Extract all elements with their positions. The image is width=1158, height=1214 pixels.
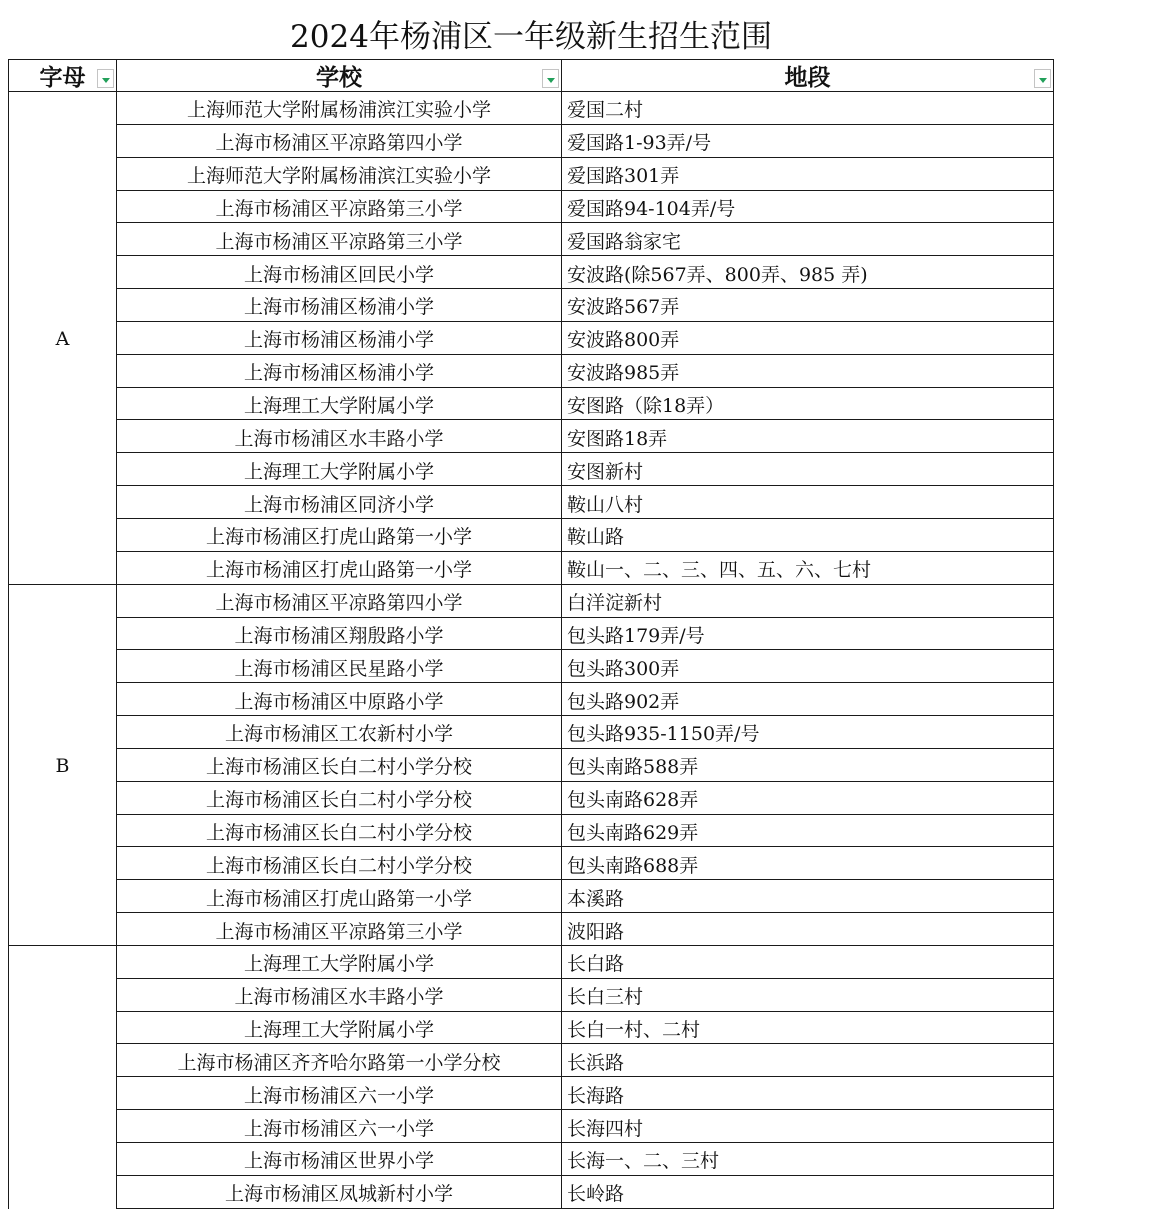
area-cell[interactable]: 安波路(除567弄、800弄、985 弄) [562, 256, 1054, 289]
area-cell[interactable]: 本溪路 [562, 880, 1054, 913]
school-cell[interactable]: 上海市杨浦区中原路小学 [117, 683, 562, 716]
letter-group-cell[interactable]: B [9, 585, 117, 946]
school-cell[interactable]: 上海市杨浦区杨浦小学 [117, 355, 562, 388]
area-cell[interactable]: 爱国路94-104弄/号 [562, 191, 1054, 224]
area-cell[interactable]: 爱国路301弄 [562, 158, 1054, 191]
area-cell[interactable]: 包头路902弄 [562, 683, 1054, 716]
area-cell[interactable]: 长白三村 [562, 979, 1054, 1012]
page-title: 2024年杨浦区一年级新生招生范围 [290, 19, 772, 55]
school-cell[interactable]: 上海市杨浦区平凉路第四小学 [117, 125, 562, 158]
area-cell[interactable]: 爱国二村 [562, 92, 1054, 125]
school-cell[interactable]: 上海市杨浦区长白二村小学分校 [117, 782, 562, 815]
school-cell[interactable]: 上海理工大学附属小学 [117, 1012, 562, 1045]
column-header-letter[interactable] [9, 60, 117, 92]
area-cell[interactable]: 包头路935-1150弄/号 [562, 716, 1054, 749]
area-cell[interactable]: 安波路985弄 [562, 355, 1054, 388]
area-cell[interactable]: 包头南路628弄 [562, 782, 1054, 815]
school-cell[interactable]: 上海市杨浦区齐齐哈尔路第一小学分校 [117, 1044, 562, 1077]
area-cell[interactable]: 包头南路588弄 [562, 749, 1054, 782]
area-cell[interactable]: 包头路300弄 [562, 650, 1054, 683]
column-header-label: 字母 [39, 64, 86, 91]
school-cell[interactable]: 上海理工大学附属小学 [117, 946, 562, 979]
area-cell[interactable]: 长岭路 [562, 1176, 1054, 1209]
school-cell[interactable]: 上海市杨浦区打虎山路第一小学 [117, 519, 562, 552]
school-cell[interactable]: 上海市杨浦区民星路小学 [117, 650, 562, 683]
school-cell[interactable]: 上海市杨浦区回民小学 [117, 256, 562, 289]
filter-dropdown-icon [1039, 78, 1047, 83]
column-header-school[interactable] [117, 60, 562, 92]
school-cell[interactable]: 上海市杨浦区平凉路第三小学 [117, 913, 562, 946]
area-cell[interactable]: 长白路 [562, 946, 1054, 979]
area-cell[interactable]: 包头路179弄/号 [562, 618, 1054, 651]
school-cell[interactable]: 上海市杨浦区水丰路小学 [117, 979, 562, 1012]
school-cell[interactable]: 上海理工大学附属小学 [117, 453, 562, 486]
school-cell[interactable]: 上海市杨浦区杨浦小学 [117, 322, 562, 355]
column-header-label: 地段 [784, 64, 831, 91]
school-cell[interactable]: 上海市杨浦区工农新村小学 [117, 716, 562, 749]
area-cell[interactable]: 包头南路688弄 [562, 847, 1054, 880]
area-cell[interactable]: 鞍山八村 [562, 486, 1054, 519]
area-cell[interactable]: 爱国路1-93弄/号 [562, 125, 1054, 158]
area-cell[interactable]: 安图新村 [562, 453, 1054, 486]
school-cell[interactable]: 上海市杨浦区水丰路小学 [117, 420, 562, 453]
column-header-label: 学校 [316, 64, 362, 91]
area-cell[interactable]: 白洋淀新村 [562, 585, 1054, 618]
area-cell[interactable]: 波阳路 [562, 913, 1054, 946]
school-cell[interactable]: 上海师范大学附属杨浦滨江实验小学 [117, 158, 562, 191]
area-cell[interactable]: 安波路800弄 [562, 322, 1054, 355]
school-cell[interactable]: 上海市杨浦区打虎山路第一小学 [117, 880, 562, 913]
school-cell[interactable]: 上海市杨浦区杨浦小学 [117, 289, 562, 322]
school-cell[interactable]: 上海市杨浦区六一小学 [117, 1110, 562, 1143]
filter-button-letter[interactable] [97, 69, 114, 88]
area-cell[interactable]: 长海路 [562, 1077, 1054, 1110]
filter-dropdown-icon [547, 78, 555, 83]
enrollment-table [8, 59, 1054, 1209]
area-cell[interactable]: 长海四村 [562, 1110, 1054, 1143]
school-cell[interactable]: 上海市杨浦区翔殷路小学 [117, 618, 562, 651]
letter-group-cell[interactable] [9, 946, 117, 1209]
school-cell[interactable]: 上海市杨浦区长白二村小学分校 [117, 749, 562, 782]
school-cell[interactable]: 上海市杨浦区平凉路第三小学 [117, 223, 562, 256]
area-cell[interactable]: 安图路18弄 [562, 420, 1054, 453]
column-header-area[interactable] [562, 60, 1054, 92]
school-cell[interactable]: 上海市杨浦区凤城新村小学 [117, 1176, 562, 1209]
area-cell[interactable]: 鞍山路 [562, 519, 1054, 552]
area-cell[interactable]: 鞍山一、二、三、四、五、六、七村 [562, 552, 1054, 585]
school-cell[interactable]: 上海市杨浦区同济小学 [117, 486, 562, 519]
school-cell[interactable]: 上海理工大学附属小学 [117, 388, 562, 421]
school-cell[interactable]: 上海市杨浦区打虎山路第一小学 [117, 552, 562, 585]
area-cell[interactable]: 长白一村、二村 [562, 1012, 1054, 1045]
area-cell[interactable]: 爱国路翁家宅 [562, 223, 1054, 256]
area-cell[interactable]: 安图路（除18弄） [562, 388, 1054, 421]
letter-group-cell[interactable]: A [9, 92, 117, 585]
school-cell[interactable]: 上海市杨浦区世界小学 [117, 1143, 562, 1176]
filter-dropdown-icon [102, 78, 110, 83]
area-cell[interactable]: 包头南路629弄 [562, 815, 1054, 848]
school-cell[interactable]: 上海师范大学附属杨浦滨江实验小学 [117, 92, 562, 125]
filter-button-school[interactable] [542, 69, 559, 88]
area-cell[interactable]: 安波路567弄 [562, 289, 1054, 322]
school-cell[interactable]: 上海市杨浦区长白二村小学分校 [117, 847, 562, 880]
school-cell[interactable]: 上海市杨浦区平凉路第四小学 [117, 585, 562, 618]
area-cell[interactable]: 长浜路 [562, 1044, 1054, 1077]
school-cell[interactable]: 上海市杨浦区平凉路第三小学 [117, 191, 562, 224]
school-cell[interactable]: 上海市杨浦区六一小学 [117, 1077, 562, 1110]
school-cell[interactable]: 上海市杨浦区长白二村小学分校 [117, 815, 562, 848]
filter-button-area[interactable] [1034, 69, 1051, 88]
area-cell[interactable]: 长海一、二、三村 [562, 1143, 1054, 1176]
